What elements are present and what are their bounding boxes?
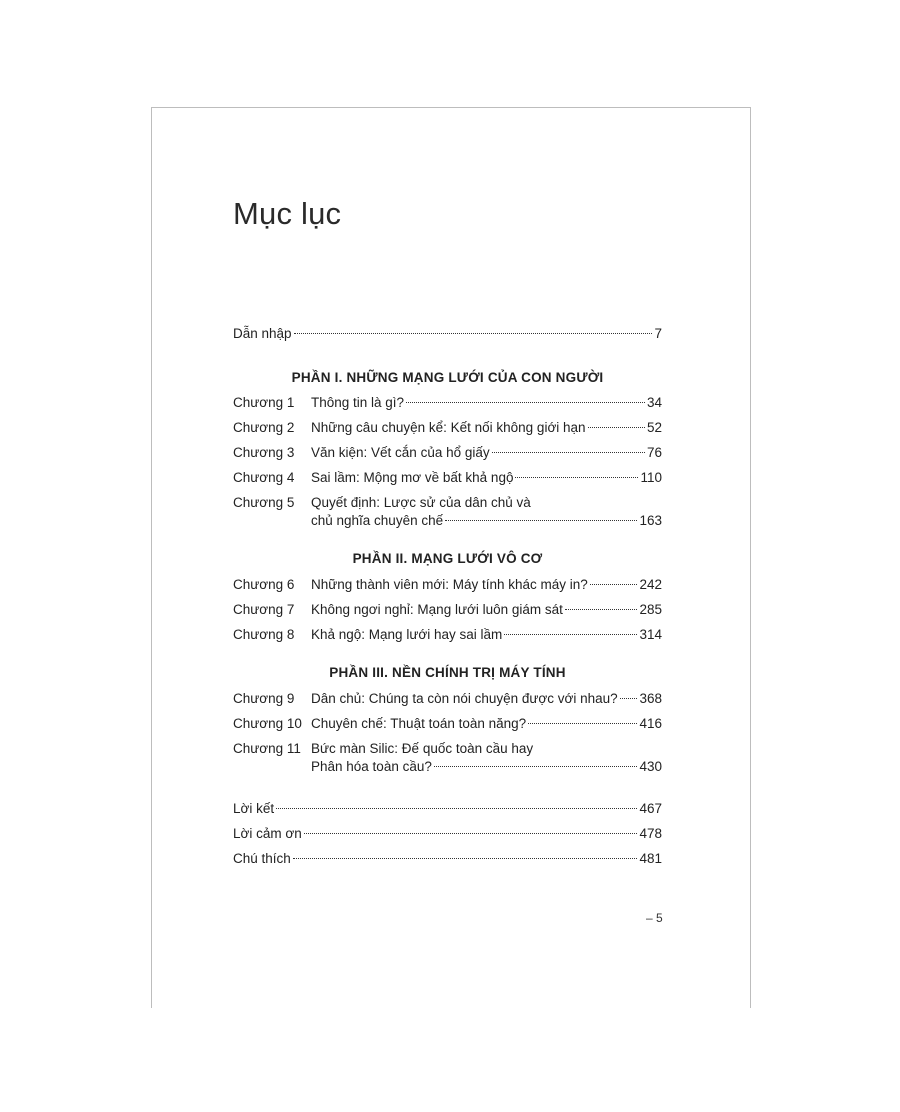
entry-title: Chú thích	[233, 851, 291, 866]
dot-leader	[620, 698, 638, 699]
dot-leader	[294, 333, 653, 334]
chapter-label: Chương 6	[233, 577, 295, 592]
entry-page: 76	[646, 445, 662, 460]
entry-title-line-2: chủ nghĩa chuyên chế	[311, 513, 444, 528]
entry-page: 34	[646, 395, 662, 410]
page-title: Mục lục	[233, 196, 342, 231]
chapter-label: Chương 7	[233, 602, 295, 617]
dot-leader	[304, 833, 638, 834]
entry-page: 368	[639, 691, 662, 706]
entry-page: 285	[639, 602, 662, 617]
part-heading-1: PHẦN I. NHỮNG MẠNG LƯỚI CỦA CON NGƯỜI	[291, 370, 604, 385]
chapter-label: Chương 3	[233, 445, 295, 460]
dot-leader	[590, 584, 638, 585]
chapter-label: Chương 10	[233, 716, 302, 731]
toc-entry-conclusion[interactable]	[233, 800, 662, 818]
entry-title-line-1: Quyết định: Lược sử của dân chủ và	[311, 495, 531, 510]
part-heading-2: PHẦN II. MẠNG LƯỚI VÔ CƠ	[352, 551, 543, 566]
toc-entry-notes[interactable]	[233, 850, 662, 868]
entry-page: 314	[639, 627, 662, 642]
dot-leader	[445, 520, 637, 521]
entry-page: 478	[639, 826, 662, 841]
entry-title: Lời kết	[233, 801, 275, 816]
entry-page: 416	[639, 716, 662, 731]
chapter-label: Chương 8	[233, 627, 295, 642]
entry-page: 163	[639, 513, 662, 528]
entry-title: Dân chủ: Chúng ta còn nói chuyện được với nhau?	[311, 691, 618, 706]
toc-entry-acknowledgements[interactable]	[233, 825, 662, 843]
entry-title: Lời cảm ơn	[233, 826, 302, 841]
chapter-label: Chương 1	[233, 395, 295, 410]
chapter-label: Chương 2	[233, 420, 295, 435]
entry-title: Những câu chuyện kể: Kết nối không giới hạn	[311, 420, 586, 435]
dot-leader	[406, 402, 645, 403]
dot-leader	[293, 858, 638, 859]
dot-leader	[434, 766, 638, 767]
dot-leader	[515, 477, 638, 478]
dot-leader	[588, 427, 645, 428]
entry-page: 481	[639, 851, 662, 866]
entry-title: Dẫn nhập	[233, 326, 292, 341]
chapter-label: Chương 11	[233, 741, 301, 756]
entry-title: Thông tin là gì?	[311, 395, 405, 410]
chapter-label: Chương 9	[233, 691, 295, 706]
entry-title: Chuyên chế: Thuật toán toàn năng?	[311, 716, 527, 731]
entry-title-line-2: Phân hóa toàn cầu?	[311, 759, 432, 774]
dot-leader	[565, 609, 638, 610]
part-heading-3: PHẦN III. NỀN CHÍNH TRỊ MÁY TÍNH	[329, 665, 566, 680]
dot-leader	[528, 723, 637, 724]
entry-page: 242	[639, 577, 662, 592]
entry-page: 467	[639, 801, 662, 816]
dot-leader	[276, 808, 637, 809]
entry-title: Khả ngộ: Mạng lưới hay sai lầm	[311, 627, 503, 642]
entry-title: Văn kiện: Vết cắn của hổ giấy	[311, 445, 490, 460]
toc-entry-intro[interactable]	[233, 325, 662, 343]
chapter-label: Chương 4	[233, 470, 295, 485]
entry-title: Những thành viên mới: Máy tính khác máy in?	[311, 577, 588, 592]
dot-leader	[492, 452, 645, 453]
entry-page: 110	[640, 470, 662, 485]
entry-title: Sai lầm: Mộng mơ về bất khả ngộ	[311, 470, 514, 485]
entry-title: Không ngơi nghỉ: Mạng lưới luôn giám sát	[311, 602, 563, 617]
entry-page: 430	[639, 759, 662, 774]
entry-page: 52	[646, 420, 662, 435]
chapter-label: Chương 5	[233, 495, 295, 510]
entry-page: 7	[654, 326, 662, 341]
entry-title-line-1: Bức màn Silic: Đế quốc toàn cầu hay	[311, 741, 534, 756]
dot-leader	[504, 634, 637, 635]
page-number: – 5	[646, 911, 663, 925]
